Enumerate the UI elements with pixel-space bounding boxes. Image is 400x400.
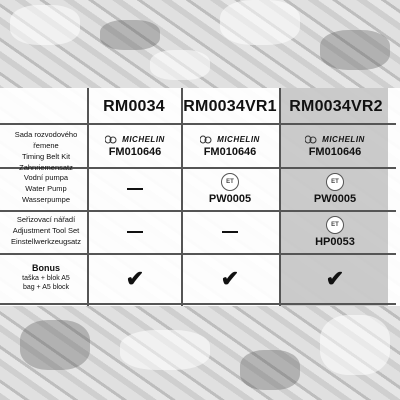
dash-icon — [127, 231, 143, 233]
checkmark-icon: ✔ — [220, 266, 240, 291]
cell-timing-belt-rm0034vr1: MICHELIN FM010646 — [181, 126, 279, 166]
michelin-man-icon — [105, 135, 119, 144]
michelin-man-icon — [200, 135, 214, 144]
cell-bonus-rm0034vr2 — [283, 256, 387, 302]
checkmark-icon: ✔ — [125, 266, 145, 291]
row-label-adjustment-tool: Seřizovací nářadí Adjustment Tool Set Einstellwerkzeugsatz — [10, 215, 82, 246]
cell-bonus-rm0034 — [86, 256, 184, 302]
row-label-bonus: Bonus taška + blok A5 bag + A5 block — [22, 263, 70, 291]
cell-bonus-rm0034vr1 — [181, 256, 279, 302]
et-logo-icon: ET — [326, 173, 344, 191]
column-header-rm0034: RM0034 — [103, 98, 165, 115]
et-logo-icon: ET — [326, 216, 344, 234]
cell-water-pump-rm0034 — [86, 169, 184, 209]
column-header-rm0034vr2: RM0034VR2 — [289, 98, 383, 115]
cell-water-pump-rm0034vr1: ET PW0005 — [181, 169, 279, 209]
cell-timing-belt-rm0034vr2: MICHELIN FM010646 — [283, 126, 387, 166]
michelin-man-icon — [305, 135, 319, 144]
cell-adjustment-tool-rm0034 — [86, 212, 184, 252]
cell-water-pump-rm0034vr2: ET PW0005 — [283, 169, 387, 209]
cell-adjustment-tool-rm0034vr2: ET HP0053 — [283, 212, 387, 252]
dash-icon — [222, 231, 238, 233]
row-label-timing-belt: Sada rozvodového řemene Timing Belt Kit Zahnriemensatz — [14, 130, 78, 172]
dash-icon — [127, 188, 143, 190]
cell-timing-belt-rm0034: MICHELIN FM010646 — [86, 126, 184, 166]
et-logo-icon: ET — [221, 173, 239, 191]
column-header-rm0034vr1: RM0034VR1 — [183, 98, 277, 115]
cell-adjustment-tool-rm0034vr1 — [181, 212, 279, 252]
checkmark-icon: ✔ — [325, 266, 345, 291]
row-label-water-pump: Vodní pumpa Water Pump Wasserpumpe — [21, 173, 71, 204]
